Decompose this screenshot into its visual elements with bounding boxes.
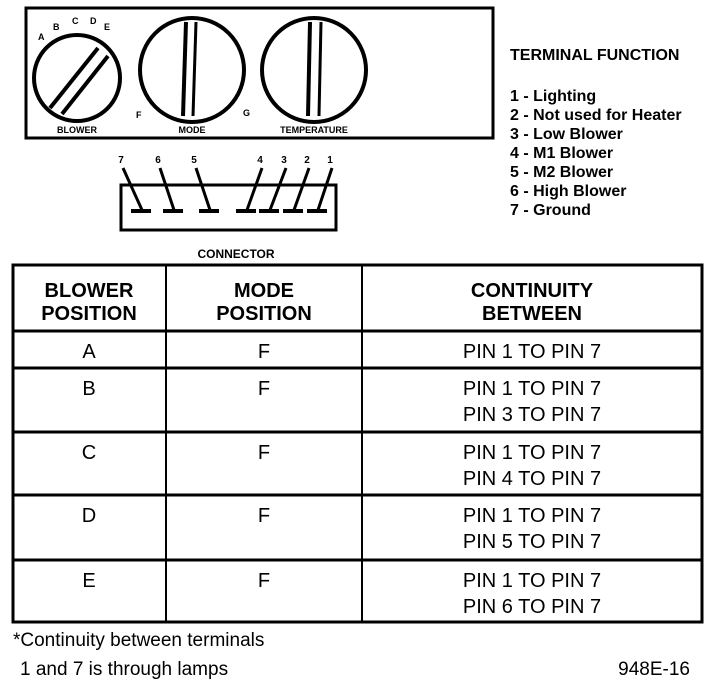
blower-position-cell: D — [81, 505, 97, 527]
continuity-table — [13, 265, 702, 622]
continuity-cell: PIN 5 TO PIN 7 — [462, 531, 602, 553]
figure-id: 948E-16 — [618, 659, 690, 680]
connector-pin-lead-2 — [294, 168, 309, 210]
table-header-cell: POSITION — [41, 303, 137, 325]
connector-pin-lead-1 — [318, 168, 332, 210]
table-header-cell: POSITION — [216, 303, 312, 325]
continuity-cell: PIN 4 TO PIN 7 — [462, 468, 602, 490]
connector-label: CONNECTOR — [197, 247, 275, 261]
blower-position-cell: E — [82, 570, 96, 592]
connector-pin-number-2: 2 — [304, 155, 310, 166]
blower-position-cell: A — [82, 341, 96, 363]
table-row — [82, 341, 601, 363]
table-row — [82, 570, 601, 618]
terminal-function-item: 5 - M2 Blower — [510, 164, 614, 181]
control-panel — [26, 8, 493, 138]
continuity-cell: PIN 1 TO PIN 7 — [462, 570, 602, 592]
blower-position-cell: C — [81, 442, 97, 464]
connector-pin-lead-3 — [270, 168, 286, 210]
table-header-cell: CONTINUITY — [470, 280, 594, 302]
blower-position-c: C — [72, 16, 79, 26]
table-row — [82, 378, 601, 426]
table-row — [82, 442, 601, 490]
connector-pin-lead-7 — [123, 168, 142, 210]
mode-position-cell: F — [257, 378, 271, 400]
mode-mark-right: G — [243, 108, 251, 118]
connector-pin-lead-6 — [160, 168, 174, 210]
mode-position-cell: F — [257, 341, 271, 363]
temperature-label: TEMPERATURE — [280, 125, 348, 135]
blower-position-e: E — [104, 22, 111, 32]
connector-pin-number-5: 5 — [191, 155, 197, 166]
connector-pin-number-6: 6 — [155, 155, 161, 166]
blower-label: BLOWER — [57, 125, 97, 135]
temperature-knob-pointer — [308, 22, 310, 116]
mode-position-cell: F — [257, 505, 271, 527]
connector-body — [121, 185, 336, 230]
blower-position-cell: B — [82, 378, 96, 400]
connector-pin-number-4: 4 — [257, 155, 263, 166]
mode-knob — [136, 18, 250, 135]
mode-position-cell: F — [257, 570, 271, 592]
terminal-function-item: 7 - Ground — [510, 202, 591, 219]
mode-knob-pointer — [183, 22, 186, 116]
continuity-cell: PIN 1 TO PIN 7 — [462, 378, 602, 400]
connector — [118, 155, 336, 261]
terminal-function-item: 2 - Not used for Heater — [510, 107, 682, 124]
connector-pin-number-1: 1 — [327, 155, 333, 166]
blower-position-d: D — [90, 16, 97, 26]
terminal-function-item: 3 - Low Blower — [510, 126, 623, 143]
terminal-function-item: 4 - M1 Blower — [510, 145, 614, 162]
continuity-cell: PIN 3 TO PIN 7 — [462, 404, 602, 426]
temperature-knob — [262, 18, 366, 135]
terminal-function-item: 1 - Lighting — [510, 88, 597, 105]
continuity-cell: PIN 1 TO PIN 7 — [462, 505, 602, 527]
continuity-cell: PIN 1 TO PIN 7 — [462, 442, 602, 464]
mode-position-cell: F — [257, 442, 271, 464]
blower-knob-dial — [34, 35, 120, 121]
connector-pin-number-7: 7 — [118, 155, 124, 166]
mode-knob-pointer-2 — [193, 22, 196, 116]
mode-mark-left: F — [136, 110, 142, 120]
connector-pin-number-3: 3 — [281, 155, 287, 166]
table-header-cell: MODE — [234, 280, 294, 302]
continuity-cell: PIN 6 TO PIN 7 — [462, 596, 602, 618]
blower-position-a: A — [38, 32, 45, 42]
terminal-function-legend — [510, 47, 682, 219]
temperature-knob-dial — [262, 18, 366, 122]
terminal-function-item: 6 - High Blower — [510, 183, 627, 200]
temperature-knob-pointer-2 — [319, 22, 321, 116]
table-header-cell: BLOWER — [44, 280, 134, 302]
connector-pin-lead-4 — [247, 168, 262, 210]
footnote-line-2: 1 and 7 is through lamps — [20, 659, 229, 680]
mode-label: MODE — [178, 125, 206, 135]
table-row — [82, 505, 601, 553]
blower-position-b: B — [53, 22, 60, 32]
terminal-function-title: TERMINAL FUNCTION — [510, 47, 680, 64]
blower-knob — [34, 16, 120, 135]
continuity-cell: PIN 1 TO PIN 7 — [462, 341, 602, 363]
table-header-cell: BETWEEN — [482, 303, 582, 325]
footnote-line-1: *Continuity between terminals — [13, 630, 265, 651]
connector-pin-lead-5 — [196, 168, 210, 210]
